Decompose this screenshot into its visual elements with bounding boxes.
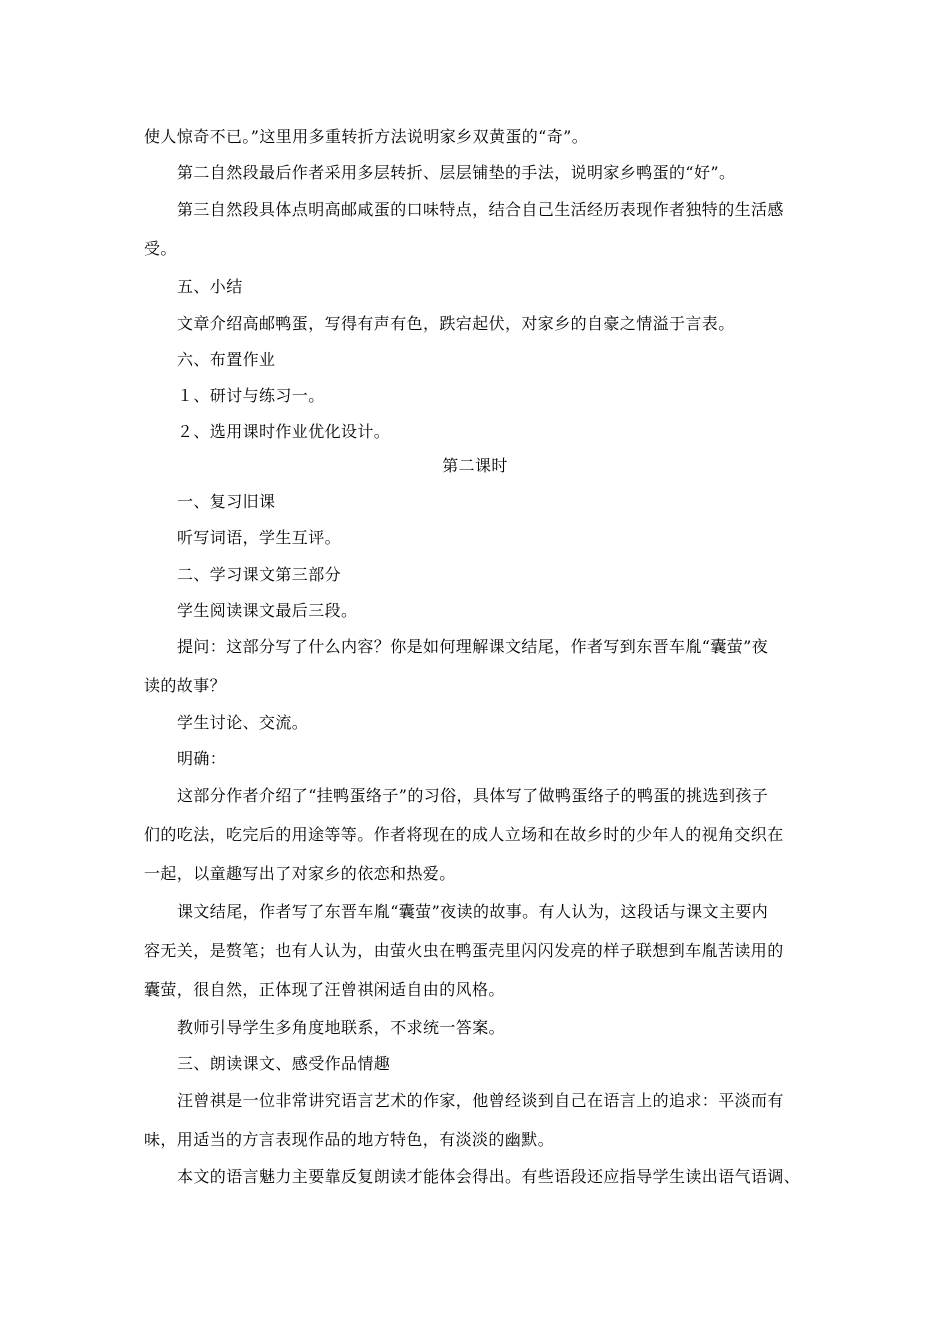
paragraph-line: 学生阅读课文最后三段。 bbox=[177, 601, 358, 620]
paragraph-line: 使人惊奇不已。”这里用多重转折方法说明家乡双黄蛋的“奇”。 bbox=[144, 127, 589, 146]
section-heading: 一、复习旧课 bbox=[177, 492, 276, 511]
lesson-title: 第二课时 bbox=[442, 456, 508, 475]
paragraph-line: 容无关，是赘笔；也有人认为，由萤火虫在鸭蛋壳里闪闪发亮的样子联想到车胤苦读用的 bbox=[144, 941, 784, 960]
paragraph-line: 这部分作者介绍了“挂鸭蛋络子”的习俗，具体写了做鸭蛋络子的鸭蛋的挑选到孩子 bbox=[177, 786, 769, 805]
paragraph-line: 们的吃法，吃完后的用途等等。作者将现在的成人立场和在故乡时的少年人的视角交织在 bbox=[144, 825, 784, 844]
paragraph-line: 味，用适当的方言表现作品的地方特色，有淡淡的幽默。 bbox=[144, 1130, 555, 1149]
paragraph-line: 明确： bbox=[177, 749, 227, 768]
section-heading: 五、小结 bbox=[177, 277, 243, 296]
paragraph-line: 第三自然段具体点明高邮咸蛋的口味特点，结合自己生活经历表现作者独特的生活感 bbox=[177, 200, 784, 219]
paragraph-line: 本文的语言魅力主要靠反复朗读才能体会得出。有些语段还应指导学生读出语气语调、 bbox=[177, 1167, 801, 1186]
paragraph-line: 囊萤，很自然，正体现了汪曾祺闲适自由的风格。 bbox=[144, 980, 505, 999]
section-heading: 二、学习课文第三部分 bbox=[177, 565, 342, 584]
section-heading: 六、布置作业 bbox=[177, 350, 276, 369]
paragraph-line: 课文结尾，作者写了东晋车胤“囊萤”夜读的故事。有人认为，这段话与课文主要内 bbox=[177, 902, 769, 921]
paragraph-line: 学生讨论、交流。 bbox=[177, 713, 309, 732]
paragraph-line: 读的故事？ bbox=[144, 676, 227, 695]
paragraph-line: 第二自然段最后作者采用多层转折、层层铺垫的手法，说明家乡鸭蛋的“好”。 bbox=[177, 163, 736, 182]
list-item: １、研讨与练习一。 bbox=[177, 386, 325, 405]
paragraph-line: 一起，以童趣写出了对家乡的依恋和热爱。 bbox=[144, 864, 456, 883]
paragraph-line: 提问：这部分写了什么内容？你是如何理解课文结尾，作者写到东晋车胤“囊萤”夜 bbox=[177, 637, 769, 656]
paragraph-line: 教师引导学生多角度地联系，不求统一答案。 bbox=[177, 1018, 506, 1037]
paragraph-line: 听写词语，学生互评。 bbox=[177, 528, 342, 547]
paragraph-line: 受。 bbox=[144, 239, 177, 258]
paragraph-line: 汪曾祺是一位非常讲究语言艺术的作家，他曾经谈到自己在语言上的追求：平淡而有 bbox=[177, 1091, 784, 1110]
list-item: ２、选用课时作业优化设计。 bbox=[177, 422, 391, 441]
paragraph-line: 文章介绍高邮鸭蛋，写得有声有色，跌宕起伏，对家乡的自豪之情溢于言表。 bbox=[177, 314, 735, 333]
section-heading: 三、朗读课文、感受作品情趣 bbox=[177, 1054, 391, 1073]
